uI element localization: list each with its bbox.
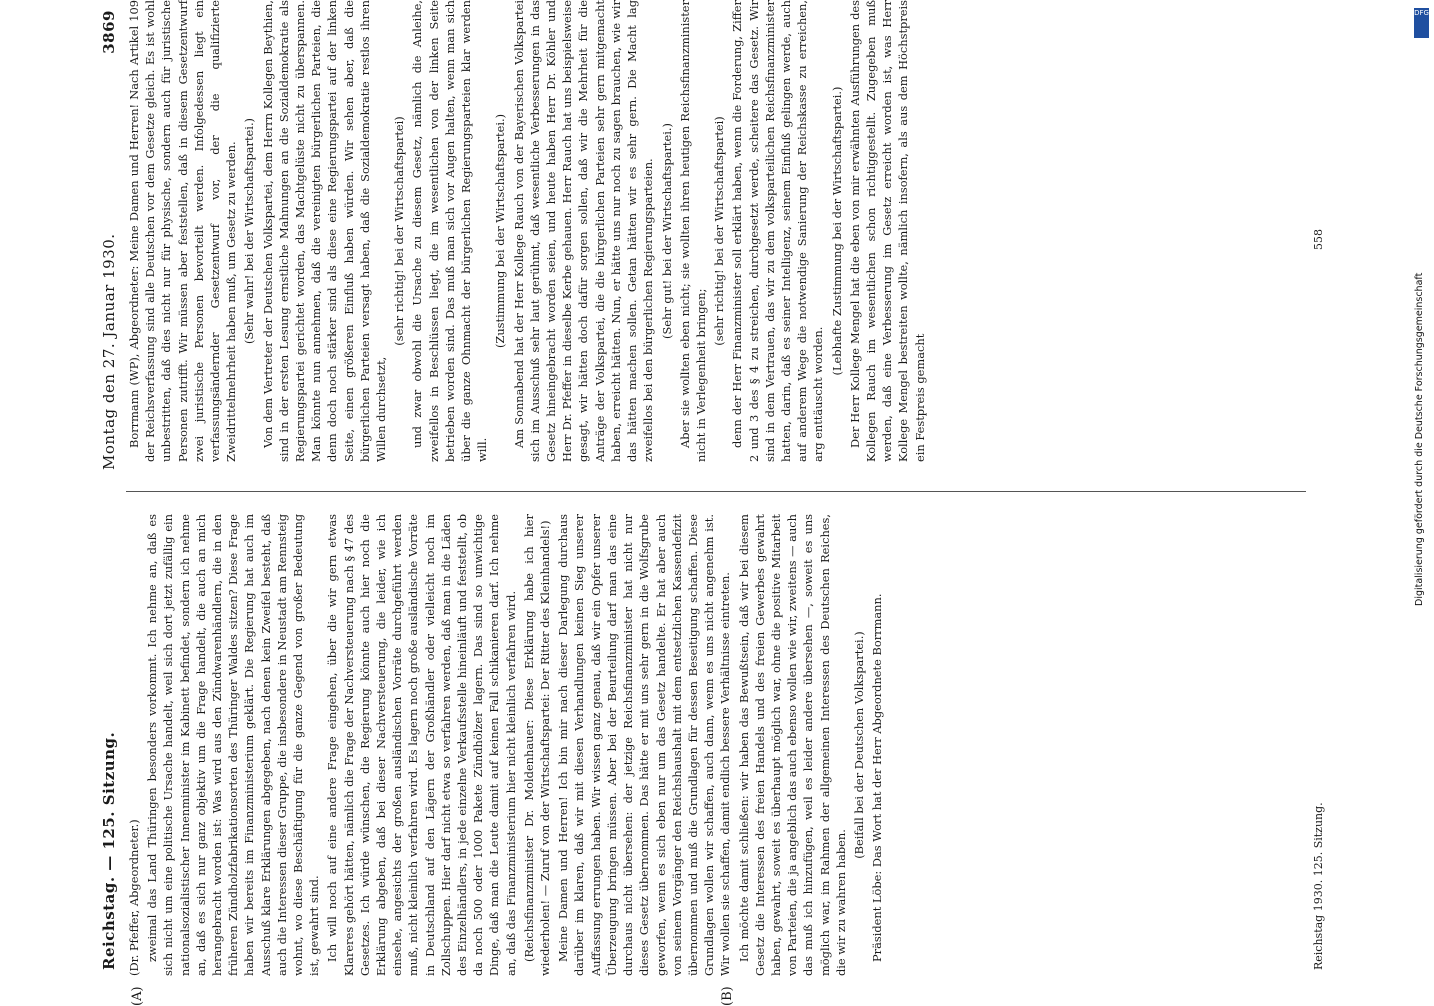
interjection: (Sehr gut! bei der Wirtschaftspartei.) bbox=[659, 123, 674, 339]
interjection: (Reichsfinanzminister Dr. Moldenhauer: Diese Erklärung habe ich hier wiederholen! — Zuruf von der Wirtschaftspartei: Der Ritter des Kleinhandels!) bbox=[521, 514, 553, 976]
interjection: (Lebhafte Zustimmung bei der Wirtschaftspartei.) bbox=[829, 86, 844, 376]
paragraph: Aber sie wollten eben nicht; sie wollten ihren heutigen Reichsfinanzminister nicht in Verlegenheit bringen; bbox=[677, 0, 708, 462]
header-date: Montag den 27. Januar 1930. bbox=[100, 233, 118, 470]
paragraph: Ich möchte damit schließen: wir haben das Bewußtsein, daß wir bei diesem Gesetz die Interessen des freien Handels und des freien Gewerbes gewahrt haben, gewahrt, soweit es überhaupt möglich war, ohne die positive Mitarbeit von Parteien, die ja angeblich das auch ebenso wollen wie wir, zweitens — auch das muß ich hinzufügen, weil es leider andere übersehen —, soweit es uns möglich war, im Rahmen der allgemeinen Interessen des Deutschen Reiches, die wir zu wahren haben. bbox=[736, 514, 848, 976]
paragraph: zweimal das Land Thüringen besonders vorkommt. Ich nehme an, daß es sich nicht um eine politische Ursache handelt, weil sich dort jetzt zufällig ein nationalsozialistischer Innenminister im Kabinett befindet, sondern ich nehme an, daß es sich nur ganz objektiv um die Frage handelt, die auch an mich herangebracht worden ist: Was wird aus den Zündwarenhändlern, die in den früheren Zündholzfabrikationsorten des Thüringer Waldes sitzen? Diese Frage haben wir bereits im Finanzministerium geklärt. Die Regierung hat auch im Ausschuß klare Erklärungen abgegeben, nach denen kein Zweifel besteht, daß auch die Interessen dieser Gruppe, die insbesondere in Neustadt am Rennsteig wohnt, wo diese Beschäftigung für die ganze Gegend von großer Bedeutung ist, gewahrt sind. bbox=[145, 514, 322, 976]
funding-note: Digitalisierung gefördert durch die Deutsche Forschungsgemeinschaft bbox=[1414, 272, 1425, 606]
text-column-left bbox=[126, 514, 1306, 976]
header-left: Reichstag. — 125. Sitzung. bbox=[100, 731, 118, 970]
interjection: (Zustimmung bei der Wirtschaftspartei.) bbox=[493, 113, 508, 349]
paragraph: Am Sonnabend hat der Herr Kollege Rauch von der Bayerischen Volkspartei sich im Ausschuß sehr laut gerühmt, daß wesentliche Verbesserungen in das Gesetz hineingebracht worden seien, und heute haben Herr Dr. Köhler und Herr Dr. Pfeffer in dieselbe Kerbe gehauen. Herr Rauch hat uns beispielsweise gesagt, wir hätten doch dafür sorgen sollen, daß wir die Mehrheit für die Anträge der Volkspartei, die die bürgerlichen Parteien sehr gern mitgemacht haben, erreicht hätten. Nun, er hätte uns nur noch zu sagen brauchen, wie wir das hätten machen sollen. Getan hätten wir es sehr gern. Die Macht lag zweifellos bei den bürgerlichen Regierungsparteien. bbox=[511, 0, 656, 462]
running-header bbox=[100, 0, 124, 990]
footer-left: Reichstag 1930. 125. Sitzung. bbox=[1312, 802, 1325, 970]
page-number: 3869 bbox=[100, 10, 118, 54]
paragraph: Der Herr Kollege Mengel hat die eben von mir erwähnten Ausführungen des Kollegen Rauch im wesentlichen schon richtiggestellt. Zugegeben muß werden, daß eine Verbesserung im Gesetz erreicht worden ist, was Herr Kollege Mengel bestreiten wollte, nämlich insofern, als aus dem Höchstpreis ein Festpreis gemacht bbox=[847, 0, 927, 462]
paragraph: Von dem Vertreter der Deutschen Volkspartei, dem Herrn Kollegen Beythien, sind in der ersten Lesung ernstliche Mahnungen an die Sozialdemokratie als Regierungspartei gerichtet worden, das Machtgelüste nicht zu überspannen. Man könnte nun annehmen, daß die vereinigten bürgerlichen Parteien, die denn doch noch stärker sind als diese eine Regierungspartei auf der linken Seite, einen größeren Einfluß haben würden. Wir sehen aber, daß die bürgerlichen Parteien versagt haben, daß die Sozialdemokratie restlos ihren Willen durchsetzt, bbox=[260, 0, 389, 462]
interjection: (sehr richtig! bei der Wirtschaftspartei) bbox=[712, 116, 727, 346]
speaker-line: (Dr. Pfeffer, Abgeordneter.) bbox=[127, 819, 141, 976]
column-divider bbox=[126, 491, 1306, 492]
margin-marker-b: (B) bbox=[720, 986, 735, 1006]
dfg-logo: DFG bbox=[1414, 8, 1429, 38]
interjection: (Sehr wahr! bei der Wirtschaftspartei.) bbox=[242, 117, 257, 345]
interjection: (Beifall bei der Deutschen Volkspartei.) bbox=[851, 631, 866, 859]
footer-page-number: 558 bbox=[1312, 229, 1325, 250]
paragraph: und zwar obwohl die Ursache zu diesem Gesetz, nämlich die Anleihe, zweifellos in Beschlüssen liegt, die im wesentlichen von der linken Seite betrieben worden sind. Das muß man sich vor Augen halten, wenn man sich über die ganze Ohnmacht der bürgerlichen Regierungsparteien klar werden will. bbox=[410, 0, 490, 462]
paragraph: Ich will noch auf eine andere Frage eingehen, über die wir gern etwas Klareres gehört hätten, nämlich die Frage der Nachversteuerung nach § 47 des Gesetzes. Ich würde wünschen, die Regierung könnte auch hier noch die Erklärung abgeben, daß bei dieser Nachversteuerung, die leider, wie ich einsehe, angesichts der großen ausländischen Vorräte durchgeführt werden muß, nicht kleinlich verfahren wird. Es lagern noch große ausländische Vorräte in Deutschland auf den Lägern der Großhändler oder vielleicht noch im Zollschuppen. Hier darf nicht etwa so verfahren werden, daß man in die Läden des Einzelhändlers, in jede einzelne Verkaufsstelle hineinläuft und feststellt, ob da noch 500 oder 1000 Pakete Zündhölzer lagern. Das sind so unwichtige Dinge, daß man die Leute damit auf keinen Fall schikanieren darf. Ich nehme an, daß das Finanzministerium hier nicht kleinlich verfahren wird. bbox=[325, 514, 518, 976]
margin-marker-a: (A) bbox=[130, 986, 145, 1006]
paragraph: denn der Herr Finanzminister soll erklärt haben, wenn die Forderung, Ziffer 2 und 3 des § 4 zu streichen, durchgesetzt werde, scheitere das Gesetz. Wir sind in dem Vertrauen, das wir zu dem volksparteilichen Reichsfinanzminister hatten, darin, daß es seiner Intelligenz, seinem Einfluß gelingen werde, auch auf anderem Wege die notwendige Sanierung der Reichskasse zu erreichen, arg enttäuscht worden. bbox=[730, 0, 826, 462]
paragraph: Präsident Löbe: Das Wort hat der Herr Abgeordnete Borrmann. bbox=[870, 593, 885, 962]
text-column-right bbox=[126, 0, 1306, 462]
document-page bbox=[100, 0, 1330, 1006]
interjection: (sehr richtig! bei der Wirtschaftspartei) bbox=[392, 116, 407, 346]
paragraph: Meine Damen und Herren! Ich bin mir nach dieser Darlegung durchaus darüber im klaren, daß wir mit diesen Verhandlungen keinen Sieg unserer Auffassung errungen haben. Wir wissen ganz genau, daß wir ein Opfer unserer Überzeugung bringen müssen. Aber bei der Beurteilung darf man das eine durchaus nicht übersehen: der jetzige Reichsfinanzminister hat nicht nur dieses Gesetz übernommen. Das hätte er mit uns sehr gern in die Wolfsgrube geworfen, wenn es sich eben nur um das Gesetz handelte. Er hat aber auch von seinem Vorgänger den Reichshaushalt mit dem entsetzlichen Kassendefizit übernommen und muß die Grundlagen für dessen Beseitigung schaffen. Diese Grundlagen wollen wir schaffen, auch dann, wenn es uns nicht angenehm ist. Wir wollen sie schaffen, damit endlich bessere Verhältnisse eintreten. bbox=[556, 514, 733, 976]
paragraph: Borrmann (WP), Abgeordneter: Meine Damen und Herren! Nach Artikel 109 der Reichsverfassung sind alle Deutschen vor dem Gesetze gleich. Es ist wohl unbestritten, daß dies nicht nur für physische, sondern auch für juristische Personen zutrifft. Wir müssen aber feststellen, daß in diesem Gesetzentwurf zwei juristische Personen bevorteilt werden. Infolgedessen liegt ein verfassungsändernder Gesetzentwurf vor, der die qualifizierte Zweidrittelmehrheit haben muß, um Gesetz zu werden. bbox=[127, 0, 239, 462]
